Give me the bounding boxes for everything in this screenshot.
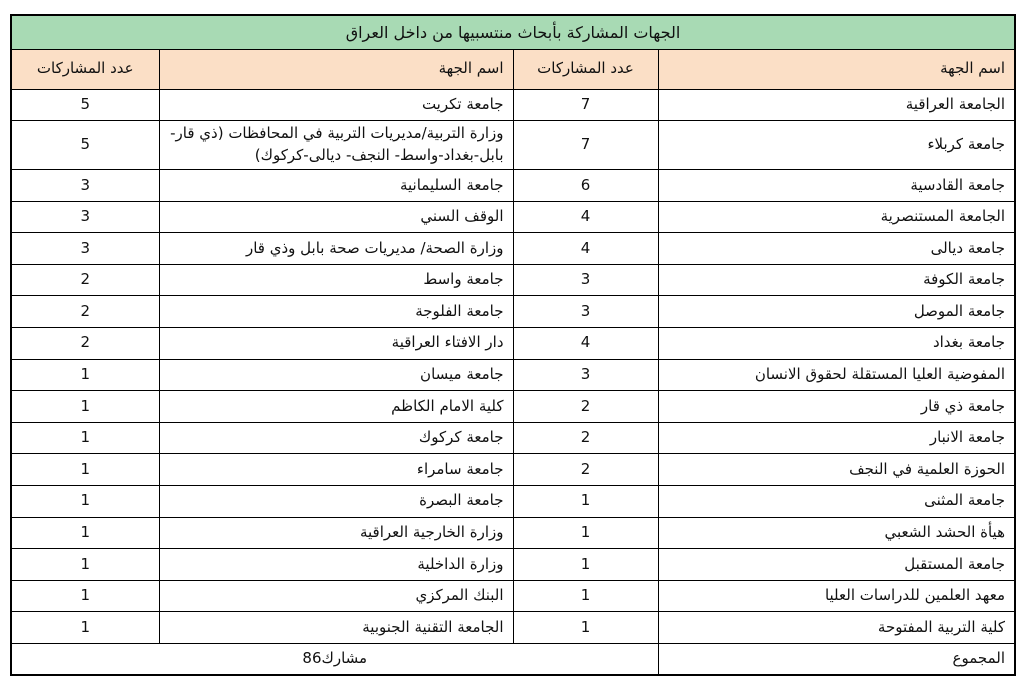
participant-count: 7: [513, 121, 658, 170]
participant-count: 2: [11, 328, 159, 360]
table-title-row: [11, 15, 1015, 49]
org-name: الجامعة المستنصرية: [658, 201, 1015, 233]
participant-count: 1: [513, 580, 658, 612]
org-name: الجامعة التقنية الجنوبية: [159, 612, 513, 644]
org-name: جامعة الموصل: [658, 296, 1015, 328]
org-name: دار الافتاء العراقية: [159, 328, 513, 360]
participant-count: 7: [513, 89, 658, 121]
col-header-count-right: عدد المشاركات: [513, 49, 658, 89]
org-name: جامعة ذي قار: [658, 391, 1015, 423]
table-row: [11, 486, 1015, 518]
participant-count: 3: [513, 296, 658, 328]
table-row: [11, 170, 1015, 202]
participant-count: 3: [11, 233, 159, 265]
participants-table: [10, 14, 1016, 676]
table-row: [11, 233, 1015, 265]
participant-count: 1: [11, 549, 159, 581]
participant-count: 1: [513, 549, 658, 581]
participant-count: 6: [513, 170, 658, 202]
table-row: [11, 612, 1015, 644]
table-title: الجهات المشاركة بأبحاث منتسبيها من داخل العراق: [11, 15, 1015, 49]
table-row: [11, 121, 1015, 170]
org-name: جامعة سامراء: [159, 454, 513, 486]
participant-count: 4: [513, 201, 658, 233]
col-header-name-left: اسم الجهة: [159, 49, 513, 89]
participant-count: 1: [11, 359, 159, 391]
total-value: مشارك86: [11, 644, 658, 675]
table-row: [11, 328, 1015, 360]
participant-count: 4: [513, 233, 658, 265]
participant-count: 2: [513, 391, 658, 423]
table-row: [11, 391, 1015, 423]
participant-count: 1: [11, 422, 159, 454]
participant-count: 3: [11, 201, 159, 233]
table-row: [11, 517, 1015, 549]
table-footer-row: [11, 644, 1015, 675]
col-header-count-left: عدد المشاركات: [11, 49, 159, 89]
org-name: جامعة ميسان: [159, 359, 513, 391]
participant-count: 5: [11, 121, 159, 170]
participant-count: 1: [11, 454, 159, 486]
org-name: جامعة واسط: [159, 264, 513, 296]
table-header-row: [11, 49, 1015, 89]
table-row: [11, 359, 1015, 391]
participant-count: 1: [513, 486, 658, 518]
org-name: جامعة الانبار: [658, 422, 1015, 454]
org-name: الحوزة العلمية في النجف: [658, 454, 1015, 486]
org-name: جامعة ديالى: [658, 233, 1015, 265]
col-header-name-right: اسم الجهة: [658, 49, 1015, 89]
table-row: [11, 201, 1015, 233]
participant-count: 2: [11, 296, 159, 328]
org-name: جامعة بغداد: [658, 328, 1015, 360]
org-name: كلية التربية المفتوحة: [658, 612, 1015, 644]
org-name: وزارة الخارجية العراقية: [159, 517, 513, 549]
org-name: جامعة الكوفة: [658, 264, 1015, 296]
participant-count: 1: [11, 391, 159, 423]
table-row: [11, 454, 1015, 486]
participant-count: 3: [513, 359, 658, 391]
table-row: [11, 549, 1015, 581]
org-name: وزارة الصحة/ مديريات صحة بابل وذي قار: [159, 233, 513, 265]
org-name: جامعة كركوك: [159, 422, 513, 454]
participant-count: 2: [11, 264, 159, 296]
participant-count: 1: [513, 517, 658, 549]
org-name: البنك المركزي: [159, 580, 513, 612]
org-name: المفوضية العليا المستقلة لحقوق الانسان: [658, 359, 1015, 391]
org-name: جامعة البصرة: [159, 486, 513, 518]
org-name: كلية الامام الكاظم: [159, 391, 513, 423]
participant-count: 3: [513, 264, 658, 296]
participant-count: 3: [11, 170, 159, 202]
participant-count: 1: [11, 580, 159, 612]
org-name: جامعة كربلاء: [658, 121, 1015, 170]
participant-count: 1: [11, 486, 159, 518]
participant-count: 2: [513, 422, 658, 454]
org-name: جامعة تكريت: [159, 89, 513, 121]
participant-count: 2: [513, 454, 658, 486]
table-row: [11, 422, 1015, 454]
table-row: [11, 89, 1015, 121]
org-name: جامعة الفلوجة: [159, 296, 513, 328]
table-row: [11, 264, 1015, 296]
participant-count: 1: [11, 517, 159, 549]
org-name: جامعة المستقبل: [658, 549, 1015, 581]
participant-count: 1: [513, 612, 658, 644]
org-name: الوقف السني: [159, 201, 513, 233]
participant-count: 1: [11, 612, 159, 644]
org-name: معهد العلمين للدراسات العليا: [658, 580, 1015, 612]
total-label: المجموع: [658, 644, 1015, 675]
org-name: الجامعة العراقية: [658, 89, 1015, 121]
table-row: [11, 296, 1015, 328]
participant-count: 4: [513, 328, 658, 360]
org-name: وزارة التربية/مديريات التربية في المحافظات (ذي قار- بابل-بغداد-واسط- النجف- ديالى-كركوك): [159, 121, 513, 170]
org-name: وزارة الداخلية: [159, 549, 513, 581]
org-name: هيأة الحشد الشعبي: [658, 517, 1015, 549]
org-name: جامعة السليمانية: [159, 170, 513, 202]
table-row: [11, 580, 1015, 612]
org-name: جامعة القادسية: [658, 170, 1015, 202]
participant-count: 5: [11, 89, 159, 121]
org-name: جامعة المثنى: [658, 486, 1015, 518]
